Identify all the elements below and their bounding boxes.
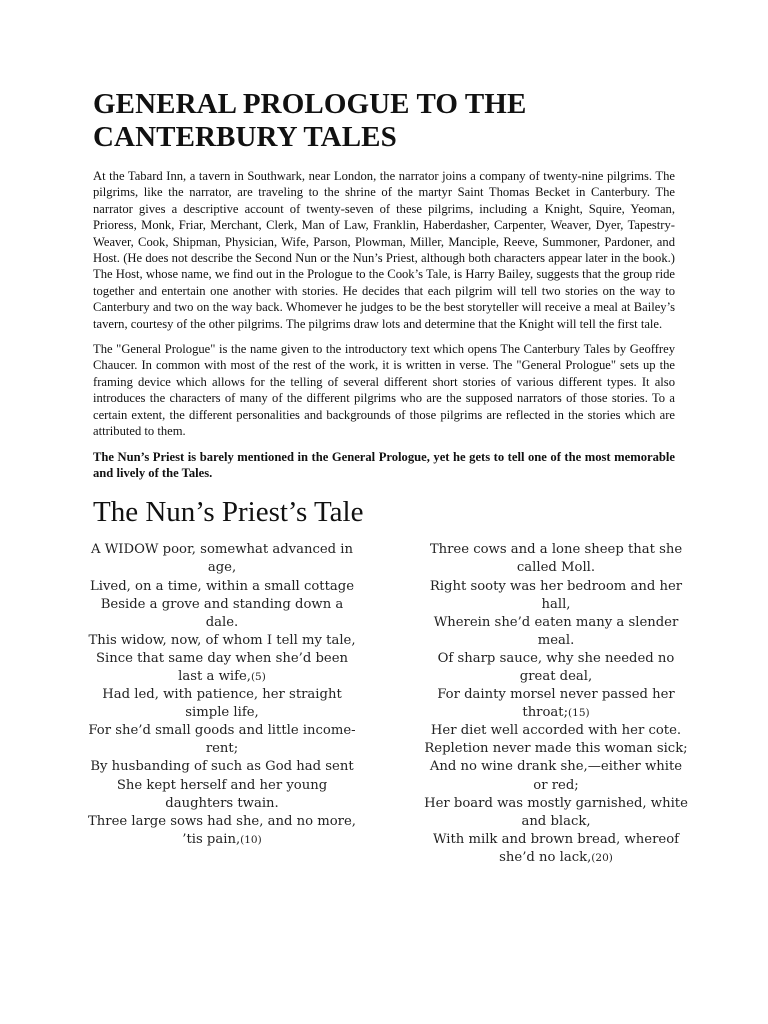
poem-line [87,722,357,758]
line-number: (10) [240,833,262,846]
poem-line-text: Three cows and a lone sheep that she called Moll. [429,542,683,576]
poem-line [87,596,357,632]
poem-column-left [87,541,357,867]
poem-line [87,777,357,813]
poem-line-text: Her board was mostly garnished, white and black, [424,795,688,829]
poem-line-text: Her diet well accorded with her cote. [430,723,682,739]
poem-line-text: Repletion never made this woman sick; [424,741,688,757]
poem-line [421,541,691,577]
poem-line [421,578,691,614]
document-title: GENERAL PROLOGUE TO THE CANTERBURY TALES [93,88,527,153]
poem-line [421,650,691,686]
nuns-priest-note: The Nun’s Priest is barely mentioned in the General Prologue, yet he gets to tell one of the most memorable and lively of the Tales. [93,449,675,480]
poem-line [87,758,357,776]
line-number: (5) [250,670,266,683]
prologue-paragraph: The "General Prologue" is the name given to the introductory text which opens The Canterbury Tales by Geoffrey Chaucer. In common with most of the rest of the work, it is written in verse. The "General Prologue" sets up the framing device which allows for the telling of several different short stories of various different types. It also introduces the characters of many of the different pilgrims who are the supposed narrators of those stories. To a certain extent, the different personalities and backgrounds of those pilgrims are reflected in the stories which are attributed to them. [93,342,675,439]
poem-line [87,650,357,686]
line-number: (15) [568,707,590,720]
poem-line [421,795,691,831]
poem-line-text: Since that same day when she’d been last a wife, [95,650,349,684]
poem-line-text: She kept herself and her young daughters twain. [116,777,328,811]
line-number: (20) [591,851,613,864]
poem-line [421,758,691,794]
section-title: The Nun’s Priest’s Tale [93,496,364,529]
poem-line [421,740,691,758]
poem-line-text: For she’d small goods and little income-rent; [88,723,356,757]
poem-line [421,831,691,867]
poem-line-text: Had led, with patience, her straight simple life, [102,687,342,721]
poem-line-text: A WIDOW poor, somewhat advanced in age, [91,542,353,576]
poem-line [421,686,691,722]
poem-line [87,632,357,650]
poem-line [87,578,357,596]
poem-line [87,813,357,849]
poem-line-text: Three large sows had she, and no more, ’tis pain, [88,813,356,847]
poem-line-text: With milk and brown bread, whereof she’d no lack, [432,831,680,865]
poem-line-text: For dainty morsel never passed her throat; [437,687,675,721]
poem-line-text: Wherein she’d eaten many a slender meal. [433,614,679,648]
poem-line-text: Beside a grove and standing down a dale. [100,596,344,630]
intro-paragraph: At the Tabard Inn, a tavern in Southwark, near London, the narrator joins a company of twenty-nine pilgrims. The pilgrims, like the narrator, are traveling to the shrine of the martyr Saint Thomas Becket in Canterbury. The narrator gives a descriptive account of twenty-seven of these pilgrims, including a Knight, Squire, Yeoman, Prioress, Monk, Friar, Merchant, Clerk, Man of Law, Franklin, Haberdasher, Carpenter, Weaver, Dyer, Tapestry- Weaver, Cook, Shipman, Physician, Wife, Parson, Plowman, Miller, Manciple, Reeve, Summoner, Pardoner, and Host. (He does not describe the Second Nun or the Nun’s Priest, although both characters appear later in the book.) The Host, whose name, we find out in the Prologue to the Cook’s Tale, is Harry Bailey, suggests that the group ride together and entertain one another with stories. He decides that each pilgrim will tell two stories on the way to Canterbury and two on the way back. Whomever he judges to be the best storyteller will receive a meal at Bailey’s tavern, courtesy of the other pilgrims. The pilgrims draw lots and determine that the Knight will tell the first tale. [93,169,675,331]
poem-line [421,722,691,740]
poem-line-text: Lived, on a time, within a small cottage [90,578,354,594]
poem-line [421,614,691,650]
poem-line-text: Of sharp sauce, why she needed no great deal, [437,650,675,684]
poem-line [87,686,357,722]
poem-line-text: Right sooty was her bedroom and her hall, [429,578,683,612]
poem-line-text: And no wine drank she,—either white or red; [429,759,683,793]
poem-column-right [421,541,691,867]
poem-line-text: This widow, now, of whom I tell my tale, [88,632,356,648]
poem-line-text: By husbanding of such as God had sent [90,759,354,775]
poem-line [87,541,357,577]
poem-columns [88,541,688,867]
document-body [88,88,688,867]
